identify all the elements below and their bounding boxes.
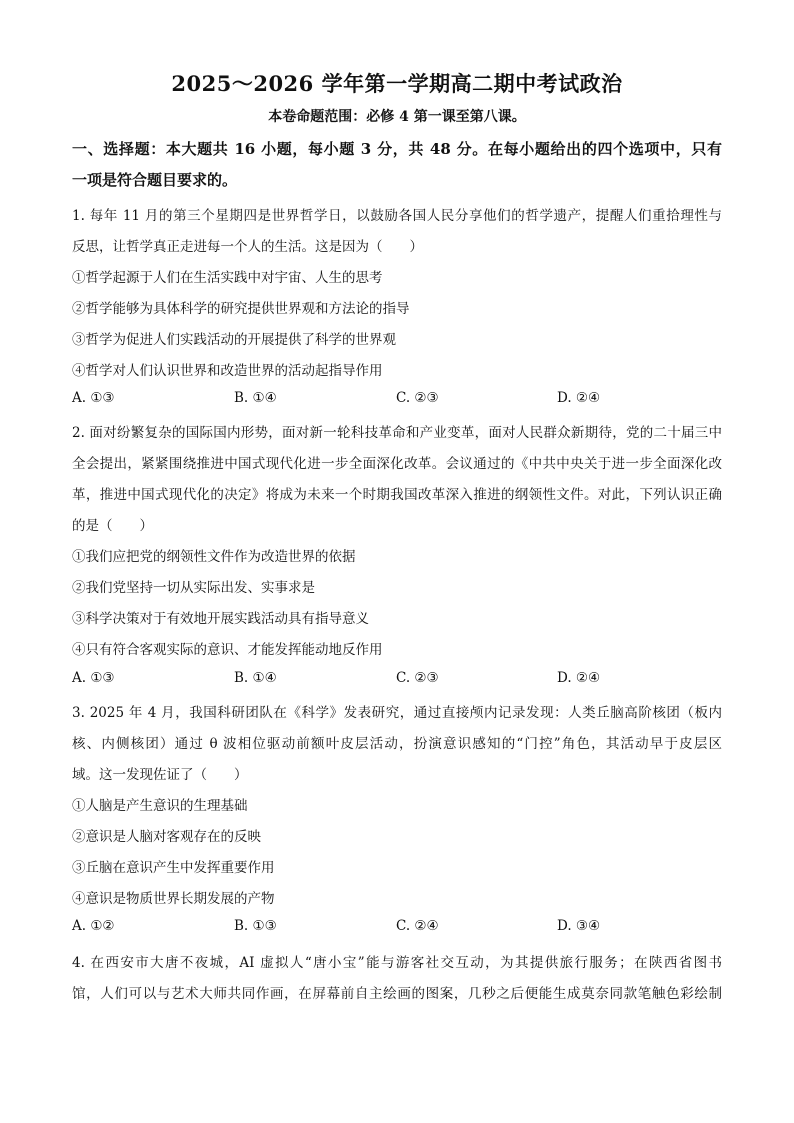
q1-item-2: ②哲学能够为具体科学的研究提供世界观和方法论的指导 — [72, 301, 410, 317]
q3-stem-line-2: 核、内侧核团）通过 θ 波相位驱动前额叶皮层活动，扮演意识感知的“门控”角色，其活动早于皮层区 — [72, 736, 722, 752]
q1-option-a: A. ①③ — [72, 390, 115, 406]
q3-item-3: ③丘脑在意识产生中发挥重要作用 — [72, 860, 275, 876]
q3-option-b: B. ①③ — [234, 918, 277, 934]
q2-option-c: C. ②③ — [396, 670, 439, 686]
section-heading-line-1: 一、选择题：本大题共 16 小题，每小题 3 分，共 48 分。在每小题给出的四个选项中，只有 — [72, 140, 722, 158]
q2-stem-line-4: 的是（ ） — [72, 518, 153, 534]
q4-stem-line-1: 4. 在西安市大唐不夜城，AI 虚拟人“唐小宝”能与游客社交互动，为其提供旅行服务；在陕西省图书 — [72, 955, 722, 971]
q2-stem-line-1: 2. 面对纷繁复杂的国际国内形势，面对新一轮科技革命和产业变革，面对人民群众新期待，党的二十届三中 — [72, 425, 722, 441]
q3-stem-line-1: 3. 2025 年 4 月，我国科研团队在《科学》发表研究，通过直接颅内记录发现：人类丘脑高阶核团（板内 — [72, 705, 722, 721]
q3-option-d: D. ③④ — [557, 918, 601, 934]
section-heading-line-2: 一项是符合题目要求的。 — [72, 171, 238, 189]
q1-item-4: ④哲学对人们认识世界和改造世界的活动起指导作用 — [72, 363, 383, 379]
q2-option-a: A. ①③ — [72, 670, 115, 686]
q2-stem-line-2: 全会提出，紧紧围绕推进中国式现代化进一步全面深化改革。会议通过的《中共中央关于进一步全面深化改 — [72, 456, 722, 472]
q3-item-2: ②意识是人脑对客观存在的反映 — [72, 829, 261, 845]
q1-option-c: C. ②③ — [396, 390, 439, 406]
q1-option-d: D. ②④ — [557, 390, 601, 406]
q4-stem-line-2: 馆，人们可以与艺术大师共同作画，在屏幕前自主绘画的图案，几秒之后便能生成莫奈同款笔触色彩绘制 — [72, 986, 722, 1002]
q2-item-4: ④只有符合客观实际的意识、才能发挥能动地反作用 — [72, 642, 383, 658]
q1-option-b: B. ①④ — [234, 390, 277, 406]
q2-stem-line-3: 革，推进中国式现代化的决定》将成为未来一个时期我国改革深入推进的纲领性文件。对此，下列认识正确 — [72, 487, 722, 503]
q3-item-4: ④意识是物质世界长期发展的产物 — [72, 891, 275, 907]
page-title: 2025～2026 学年第一学期高二期中考试政治 — [171, 71, 623, 96]
q3-item-1: ①人脑是产生意识的生理基础 — [72, 798, 248, 814]
q1-stem-line-1: 1. 每年 11 月的第三个星期四是世界哲学日，以鼓励各国人民分享他们的哲学遗产，提醒人们重拾理性与 — [72, 208, 722, 224]
page-subtitle: 本卷命题范围：必修 4 第一课至第八课。 — [268, 109, 526, 125]
q2-option-b: B. ①④ — [234, 670, 277, 686]
q2-option-d: D. ②④ — [557, 670, 601, 686]
q3-stem-line-3: 域。这一发现佐证了（ ） — [72, 767, 248, 783]
q1-stem-line-2: 反思，让哲学真正走进每一个人的生活。这是因为（ ） — [72, 239, 423, 255]
q2-item-1: ①我们应把党的纲领性文件作为改造世界的依据 — [72, 549, 356, 565]
q1-item-1: ①哲学起源于人们在生活实践中对宇宙、人生的思考 — [72, 270, 383, 286]
q3-option-a: A. ①② — [72, 918, 115, 934]
q2-item-2: ②我们党坚持一切从实际出发、实事求是 — [72, 580, 315, 596]
q3-option-c: C. ②④ — [396, 918, 439, 934]
q2-item-3: ③科学决策对于有效地开展实践活动具有指导意义 — [72, 611, 369, 627]
q1-item-3: ③哲学为促进人们实践活动的开展提供了科学的世界观 — [72, 332, 396, 348]
